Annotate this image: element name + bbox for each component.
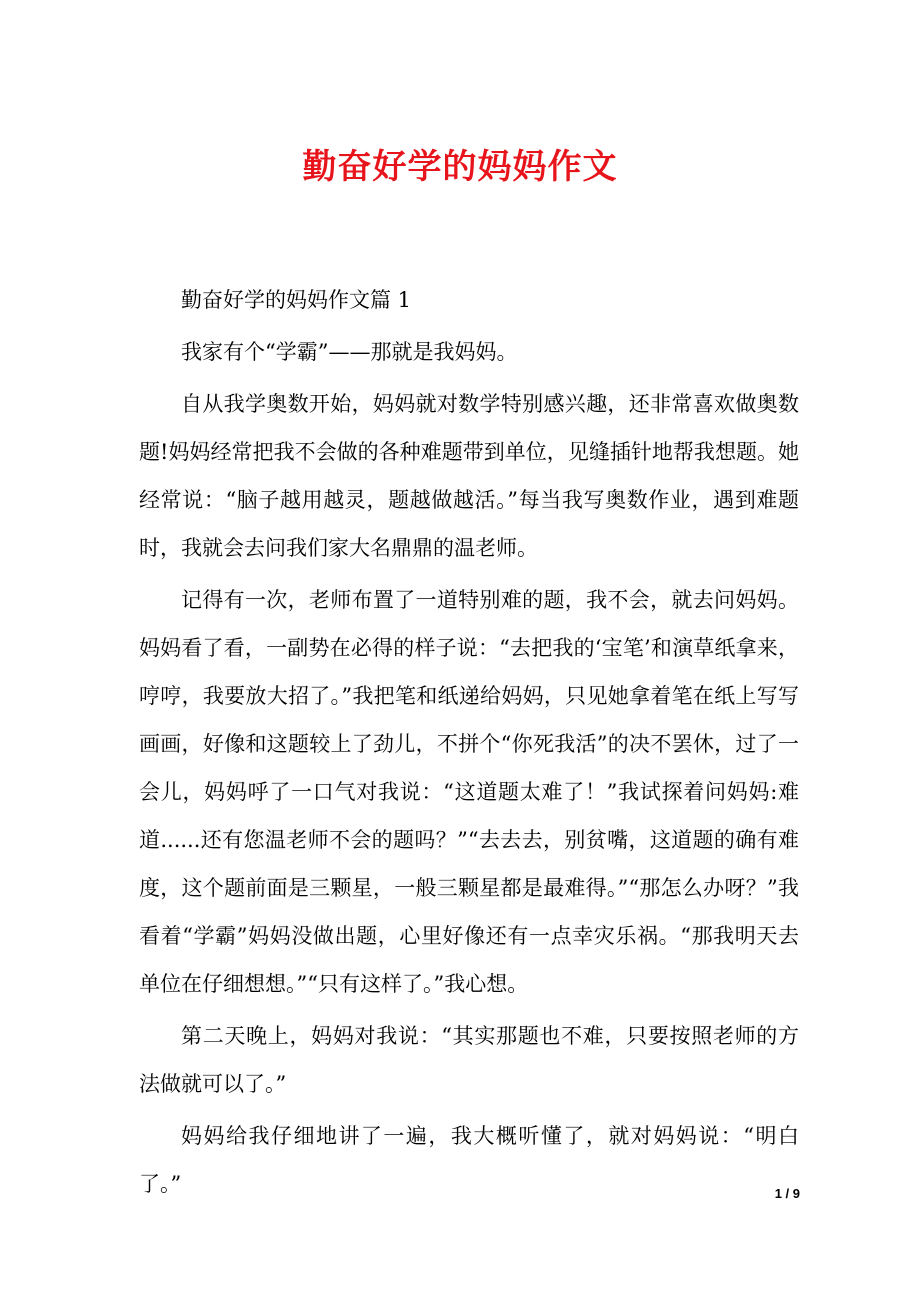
paragraph: 记得有一次，老师布置了一道特别难的题，我不会，就去问妈妈。妈妈看了看，一副势在必得的样子说：“去把我的‘宝笔’和演草纸拿来，哼哼，我要放大招了。”我把笔和纸递给妈妈，只见她拿着笔在纸上写写画画，好像和这题较上了劲儿，不拼个“你死我活”的决不罢休，过了一会儿，妈妈呼了一口气对我说：“这道题太难了！”我试探着问妈妈:难道......还有您温老师不会的题吗？”“去去去，别贫嘴，这道题的确有难度，这个题前面是三颗星，一般三颗星都是最难得。”“那怎么办呀？”我看着“学霸”妈妈没做出题，心里好像还有一点幸灾乐祸。“那我明天去单位在仔细想想。”“只有这样了。”我心想。 bbox=[139, 588, 799, 996]
paragraph: 自从我学奥数开始，妈妈就对数学特别感兴趣，还非常喜欢做奥数题!妈妈经常把我不会做的各种难题带到单位，见缝插针地帮我想题。她经常说：“脑子越用越灵，题越做越活。”每当我写奥数作业，遇到难题时，我就会去问我们家大名鼎鼎的温老师。 bbox=[139, 392, 799, 560]
paragraph-heading: 勤奋好学的妈妈作文篇 1 bbox=[181, 288, 412, 312]
paragraph: 我家有个“学霸”——那就是我妈妈。 bbox=[181, 340, 518, 364]
document-title: 勤奋好学的妈妈作文 bbox=[302, 147, 618, 187]
paragraph: 第二天晚上，妈妈对我说：“其实那题也不难，只要按照老师的方法做就可以了。” bbox=[139, 1024, 799, 1096]
page-number: 1 / 9 bbox=[774, 1186, 800, 1201]
document-body bbox=[139, 276, 799, 1212]
paragraph: 妈妈给我仔细地讲了一遍，我大概听懂了，就对妈妈说：“明白了。” bbox=[139, 1124, 799, 1196]
